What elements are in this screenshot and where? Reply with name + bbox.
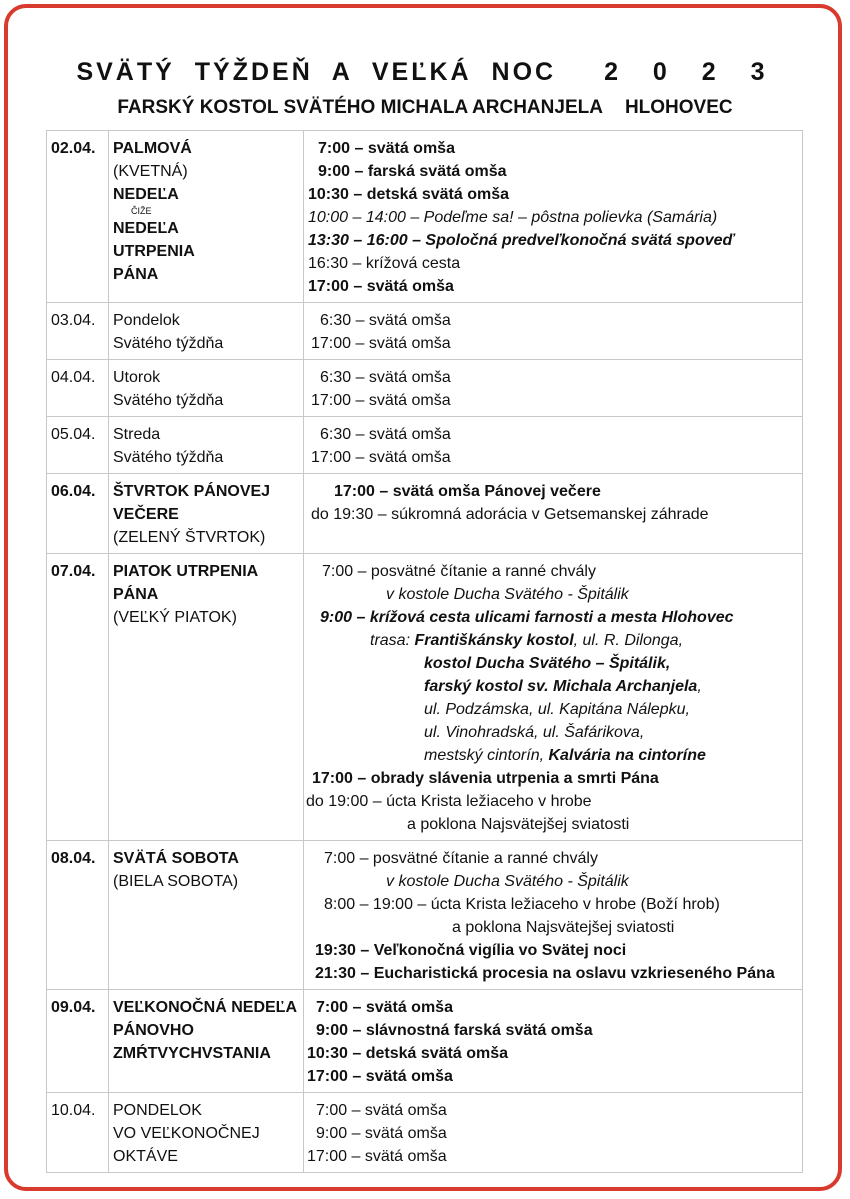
route-stop: , (697, 678, 702, 695)
day-name-line: VEĽKONOČNÁ NEDEĽA (113, 999, 298, 1016)
event-line: kostol Ducha Svätého – Špitálik, (424, 655, 671, 672)
day-name-line: VO VEĽKONOČNEJ (113, 1125, 260, 1142)
day-name (109, 303, 304, 360)
day-date: 05.04. (47, 417, 109, 474)
day-name (109, 1093, 304, 1173)
event-line: 6:30 – svätá omša (320, 426, 451, 443)
day-events (304, 554, 803, 841)
page-title (0, 58, 850, 87)
subtitle-town: HLOHOVEC (624, 97, 733, 118)
table-row (47, 131, 803, 303)
route-stop: Františkánsky kostol (414, 632, 574, 649)
day-name (109, 990, 304, 1093)
event-line: 7:00 – svätá omša (318, 140, 455, 157)
day-date: 04.04. (47, 360, 109, 417)
event-line: do 19:00 – úcta Krista ležiaceho v hrobe (306, 793, 592, 810)
event-line: a poklona Najsvätejšej sviatosti (407, 816, 630, 833)
route-stop: mestský cintorín, (424, 747, 545, 764)
day-events (304, 360, 803, 417)
day-name-line: PONDELOK (113, 1102, 202, 1119)
day-events (304, 841, 803, 990)
day-events (304, 417, 803, 474)
day-events (304, 303, 803, 360)
day-name (109, 474, 304, 554)
event-line: 17:00 – svätá omša Pánovej večere (334, 483, 601, 500)
day-name-line: OKTÁVE (113, 1148, 178, 1165)
table-row (47, 990, 803, 1093)
event-line: 17:00 – obrady slávenia utrpenia a smrti Pána (312, 770, 659, 787)
day-name-line: PALMOVÁ (113, 140, 192, 157)
day-name-line: (BIELA SOBOTA) (113, 873, 239, 890)
event-line: v kostole Ducha Svätého - Špitálik (386, 873, 629, 890)
day-name (109, 360, 304, 417)
event-line: 16:30 – krížová cesta (308, 255, 461, 272)
event-line: 6:30 – svätá omša (320, 312, 451, 329)
table-row (47, 417, 803, 474)
day-name (109, 131, 304, 303)
event-line: ul. Vinohradská, ul. Šafárikova, (424, 724, 645, 741)
event-line: 9:00 – farská svätá omša (318, 163, 507, 180)
day-name-line: ŠTVRTOK PÁNOVEJ (113, 483, 271, 500)
day-name-line: (ZELENÝ ŠTVRTOK) (113, 529, 266, 546)
event-line: 7:00 – svätá omša (316, 999, 453, 1016)
day-name-line: NEDEĽA (113, 220, 179, 237)
route-stop: farský kostol sv. Michala Archanjela (424, 678, 698, 695)
day-events (304, 131, 803, 303)
day-name (109, 554, 304, 841)
day-name (109, 417, 304, 474)
day-name-line: Svätého týždňa (113, 392, 224, 409)
day-name (109, 841, 304, 990)
route-stop: , ul. R. Dilonga, (573, 632, 684, 649)
event-line (304, 744, 798, 767)
day-name-line: (VEĽKÝ PIATOK) (113, 609, 237, 626)
day-name-line: Svätého týždňa (113, 449, 224, 466)
route-label: trasa: (370, 632, 411, 649)
day-name-line: ČIŽE (131, 206, 152, 216)
event-line (304, 675, 798, 698)
day-events (304, 1093, 803, 1173)
day-name-line: VEČERE (113, 506, 179, 523)
schedule-table (46, 130, 803, 1173)
event-line: 10:30 – detská svätá omša (308, 186, 510, 203)
title-text: SVÄTÝ TÝŽDEŇ A VEĽKÁ NOC (76, 58, 557, 86)
day-name-line: ZMŔTVYCHVSTANIA (113, 1045, 271, 1062)
event-line: v kostole Ducha Svätého - Špitálik (386, 586, 629, 603)
event-line: 17:00 – svätá omša (307, 1068, 453, 1085)
page-subtitle (0, 97, 850, 119)
table-row (47, 303, 803, 360)
event-line: 19:30 – Veľkonočná vigília vo Svätej noci (315, 942, 627, 959)
day-date: 10.04. (47, 1093, 109, 1173)
event-line: 9:00 – svätá omša (316, 1125, 447, 1142)
subtitle-church: FARSKÝ KOSTOL SVÄTÉHO MICHALA ARCHANJELA (117, 97, 603, 118)
event-line: ul. Podzámska, ul. Kapitána Nálepku, (424, 701, 690, 718)
event-line: 7:00 – posvätné čítanie a ranné chvály (322, 563, 596, 580)
event-line: 17:00 – svätá omša (308, 278, 454, 295)
day-name-line: PIATOK UTRPENIA (113, 563, 259, 580)
day-date: 09.04. (47, 990, 109, 1093)
event-line: 10:30 – detská svätá omša (307, 1045, 509, 1062)
day-name-line: (KVETNÁ) (113, 163, 188, 180)
event-line (304, 629, 798, 652)
day-name-line: PÁNOVHO (113, 1022, 194, 1039)
table-row (47, 360, 803, 417)
event-line: a poklona Najsvätejšej sviatosti (452, 919, 675, 936)
day-name-line: PÁNA (113, 266, 159, 283)
event-line: 9:00 – krížová cesta ulicami farnosti a mesta Hlohovec (320, 609, 734, 626)
day-name-line: Utorok (113, 369, 161, 386)
title-year: 2 0 2 3 (604, 58, 774, 86)
event-line: do 19:30 – súkromná adorácia v Getsemanskej záhrade (311, 506, 709, 523)
day-name-line: NEDEĽA (113, 186, 179, 203)
day-name-line: Streda (113, 426, 161, 443)
event-line: 13:30 – 16:00 – Spoločná predveľkonočná svätá spoveď (308, 232, 735, 249)
event-line: 21:30 – Eucharistická procesia na oslavu vzkrieseného Pána (315, 965, 775, 982)
event-line: 17:00 – svätá omša (311, 392, 451, 409)
day-events (304, 990, 803, 1093)
day-events (304, 474, 803, 554)
event-line: 9:00 – slávnostná farská svätá omša (316, 1022, 593, 1039)
route-stop: Kalvária na cintoríne (548, 747, 706, 764)
table-row (47, 474, 803, 554)
event-line: 17:00 – svätá omša (311, 449, 451, 466)
day-date: 02.04. (47, 131, 109, 303)
event-line: 17:00 – svätá omša (307, 1148, 447, 1165)
day-name-line: SVÄTÁ SOBOTA (113, 850, 239, 867)
table-row (47, 841, 803, 990)
event-line: 17:00 – svätá omša (311, 335, 451, 352)
day-name-line: Svätého týždňa (113, 335, 224, 352)
event-line: 10:00 – 14:00 – Podeľme sa! – pôstna polievka (Samária) (308, 209, 718, 226)
table-row (47, 554, 803, 841)
event-line: 7:00 – svätá omša (316, 1102, 447, 1119)
day-name-line: PÁNA (113, 586, 159, 603)
day-date: 07.04. (47, 554, 109, 841)
event-line: 6:30 – svätá omša (320, 369, 451, 386)
event-line: 7:00 – posvätné čítanie a ranné chvály (324, 850, 598, 867)
event-line: 8:00 – 19:00 – úcta Krista ležiaceho v hrobe (Boží hrob) (324, 896, 720, 913)
day-date: 08.04. (47, 841, 109, 990)
day-name-line: Pondelok (113, 312, 180, 329)
table-row (47, 1093, 803, 1173)
day-date: 03.04. (47, 303, 109, 360)
day-name-line: UTRPENIA (113, 243, 195, 260)
day-date: 06.04. (47, 474, 109, 554)
